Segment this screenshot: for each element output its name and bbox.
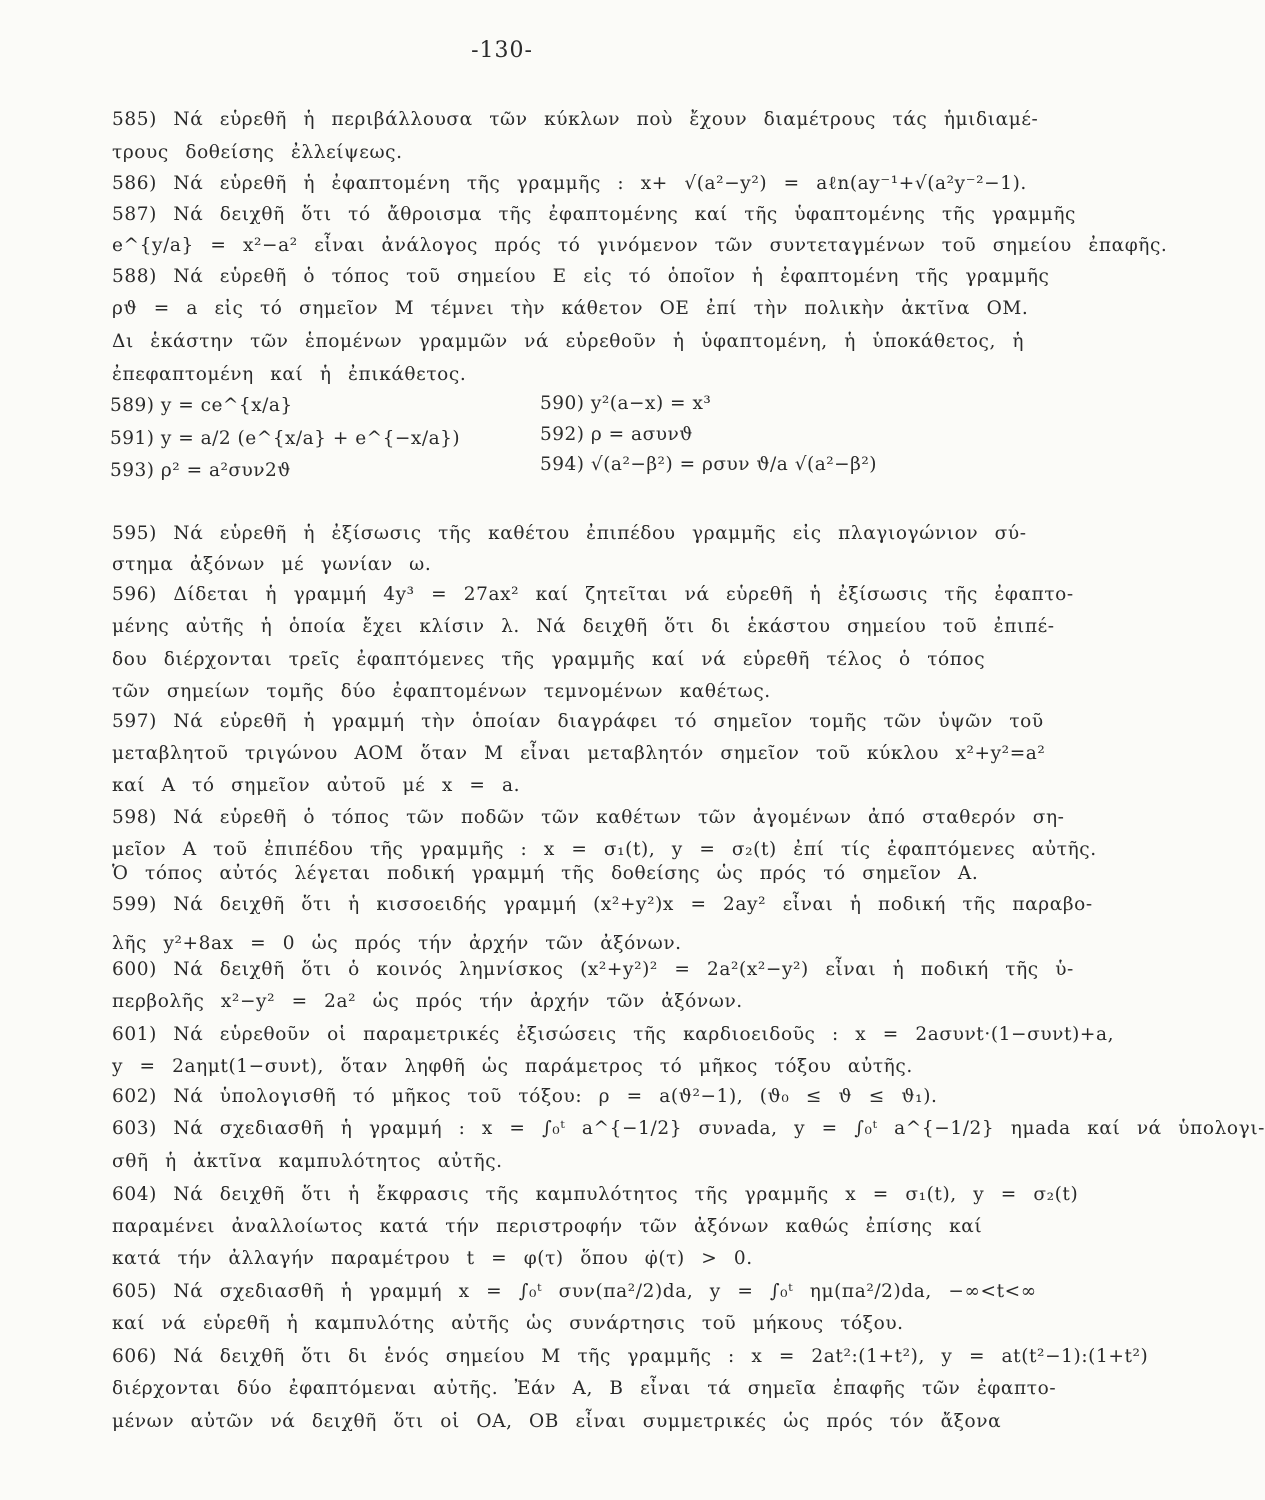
text-line: 603) Νά σχεδιασθῆ ἡ γραμμή : x = ∫₀ᵗ a^{−1/2} συνada, y = ∫₀ᵗ a^{−1/2} ημada καί νά ὑπολογι- [112, 1118, 1265, 1139]
text-line: Ὁ τόπος αὐτός λέγεται ποδική γραμμή τῆς δοθείσης ὡς πρός τό σημεῖον Α. [112, 863, 979, 884]
text-line: μεταβλητοῦ τριγώνου ΑΟΜ ὅταν Μ εἶναι μεταβλητόν σημεῖον τοῦ κύκλου x²+y²=a² [112, 743, 1046, 764]
formula-591: 591) y = a/2 (e^{x/a} + e^{−x/a}) [110, 428, 461, 449]
text-line: 602) Νά ὑπολογισθῆ τό μῆκος τοῦ τόξου: ρ = a(ϑ²−1), (ϑ₀ ≤ ϑ ≤ ϑ₁). [112, 1086, 938, 1107]
text-line: ἐπεφαπτομένη καί ἡ ἐπικάθετος. [112, 364, 467, 385]
text-line: 606) Νά δειχθῆ ὅτι δι ἑνός σημείου Μ τῆς γραμμῆς : x = 2at²:(1+t²), y = at(t²−1):(1+t²) [112, 1346, 1149, 1367]
text-line: 598) Νά εὑρεθῆ ὁ τόπος τῶν ποδῶν τῶν καθέτων τῶν ἀγομένων ἀπό σταθερόν ση- [112, 807, 1065, 828]
text-line: 585) Νά εὑρεθῆ ἡ περιβάλλουσα τῶν κύκλων ποὺ ἔχουν διαμέτρους τάς ἡμιδιαμέ- [112, 109, 1039, 130]
text-line: στημα ἀξόνων μέ γωνίαν ω. [112, 554, 432, 575]
text-line: 586) Νά εὑρεθῆ ἡ ἐφαπτομένη τῆς γραμμῆς : x+ √(a²−y²) = aℓn(ay⁻¹+√(a²y⁻²−1). [112, 173, 1027, 194]
text-line: 604) Νά δειχθῆ ὅτι ἡ ἔκφρασις τῆς καμπυλότητος τῆς γραμμῆς x = σ₁(t), y = σ₂(t) [112, 1184, 1079, 1205]
formula-593: 593) ρ² = a²συν2ϑ [110, 460, 292, 481]
text-line: καί νά εὑρεθῆ ἡ καμπυλότης αὐτῆς ὡς συνάρτησις τοῦ μήκους τόξου. [112, 1313, 904, 1334]
text-line: παραμένει ἀναλλοίωτος κατά τήν περιστροφήν τῶν ἀξόνων καθώς ἐπίσης καί [112, 1216, 983, 1237]
text-line: y = 2aημt(1−συνt), ὅταν ληφθῆ ὡς παράμετρος τό μῆκος τόξου αὐτῆς. [112, 1056, 913, 1077]
text-line: 595) Νά εὑρεθῆ ἡ ἐξίσωσις τῆς καθέτου ἐπιπέδου γραμμῆς εἰς πλαγιογώνιον σύ- [112, 523, 1027, 544]
text-line: μένης αὐτῆς ἡ ὁποία ἔχει κλίσιν λ. Νά δειχθῆ ὅτι δι ἑκάστου σημείου τοῦ ἐπιπέ- [112, 616, 1055, 637]
text-line: καί Α τό σημεῖον αὐτοῦ μέ x = a. [112, 775, 521, 796]
text-line: διέρχονται δύο ἐφαπτόμεναι αὐτῆς. Ἐάν Α, Β εἶναι τά σημεῖα ἐπαφῆς τῶν ἐφαπτο- [112, 1378, 1057, 1399]
formula-589: 589) y = ce^{x/a} [110, 395, 293, 416]
page-number: -130- [471, 38, 533, 63]
text-line: 601) Νά εὑρεθοῦν οἱ παραμετρικές ἐξισώσεις τῆς καρδιοειδοῦς : x = 2aσυνt·(1−συνt)+a, [112, 1024, 1115, 1045]
text-line: 596) Δίδεται ἡ γραμμή 4y³ = 27ax² καί ζητεῖται νά εὑρεθῆ ἡ ἐξίσωσις τῆς ἐφαπτο- [112, 584, 1074, 605]
text-line: 599) Νά δειχθῆ ὅτι ἡ κισσοειδής γραμμή (x²+y²)x = 2ay² εἶναι ἡ ποδική τῆς παραβο- [112, 894, 1093, 915]
text-line: 587) Νά δειχθῆ ὅτι τό ἄθροισμα τῆς ἐφαπτομένης καί τῆς ὑφαπτομένης τῆς γραμμῆς [112, 204, 1077, 225]
text-line: e^{y/a} = x²−a² εἶναι ἀνάλογος πρός τό γινόμενον τῶν συντεταγμένων τοῦ σημείου ἐπαφῆς. [112, 235, 1168, 256]
text-line: 588) Νά εὑρεθῆ ὁ τόπος τοῦ σημείου Ε εἰς τό ὁποῖον ἡ ἐφαπτομένη τῆς γραμμῆς [112, 266, 1050, 287]
formula-594: 594) √(a²−β²) = ρσυν ϑ/a √(a²−β²) [540, 454, 877, 475]
text-line: μένων αὐτῶν νά δειχθῆ ὅτι οἱ ΟΑ, ΟΒ εἶναι συμμετρικές ὡς πρός τόν ἄξονα [112, 1411, 1002, 1432]
text-line: τῶν σημείων τομῆς δύο ἐφαπτομένων τεμνομένων καθέτως. [112, 681, 771, 702]
text-line: 600) Νά δειχθῆ ὅτι ὁ κοινός λημνίσκος (x²+y²)² = 2a²(x²−y²) εἶναι ἡ ποδική τῆς ὑ- [112, 959, 1074, 980]
text-line: δου διέρχονται τρεῖς ἐφαπτόμενες τῆς γραμμῆς καί νά εὑρεθῆ τέλος ὁ τόπος [112, 649, 986, 670]
text-line: λῆς y²+8ax = 0 ὡς πρός τήν ἀρχήν τῶν ἀξόνων. [112, 933, 682, 954]
text-line: κατά τήν ἀλλαγήν παραμέτρου t = φ(τ) ὅπου φ̇(τ) > 0. [112, 1248, 753, 1269]
text-line: Δι ἑκάστην τῶν ἑπομένων γραμμῶν νά εὑρεθοῦν ἡ ὑφαπτομένη, ἡ ὑποκάθετος, ἡ [112, 331, 1025, 352]
text-line: μεῖον Α τοῦ ἐπιπέδου τῆς γραμμῆς : x = σ₁(t), y = σ₂(t) ἐπί τίς ἐφαπτόμενες αὐτῆς. [112, 839, 1097, 860]
text-line: 605) Νά σχεδιασθῆ ἡ γραμμή x = ∫₀ᵗ συν(πa²/2)da, y = ∫₀ᵗ ημ(πa²/2)da, −∞<t<∞ [112, 1281, 1037, 1302]
formula-592: 592) ρ = aσυνϑ [540, 424, 693, 445]
text-line: περβολῆς x²−y² = 2a² ὡς πρός τήν ἀρχήν τῶν ἀξόνων. [112, 991, 743, 1012]
text-line: σθῆ ἡ ἀκτῖνα καμπυλότητος αὐτῆς. [112, 1151, 503, 1172]
text-line: 597) Νά εὑρεθῆ ἡ γραμμή τὴν ὁποίαν διαγράφει τό σημεῖον τομῆς τῶν ὑψῶν τοῦ [112, 711, 1044, 732]
text-line: ρϑ = a εἰς τό σημεῖον Μ τέμνει τὴν κάθετον ΟΕ ἐπί τὴν πολικὴν ἀκτῖνα ΟΜ. [112, 298, 1029, 319]
formula-590: 590) y²(a−x) = x³ [540, 393, 712, 414]
text-line: τρους δοθείσης ἐλλείψεως. [112, 142, 403, 163]
